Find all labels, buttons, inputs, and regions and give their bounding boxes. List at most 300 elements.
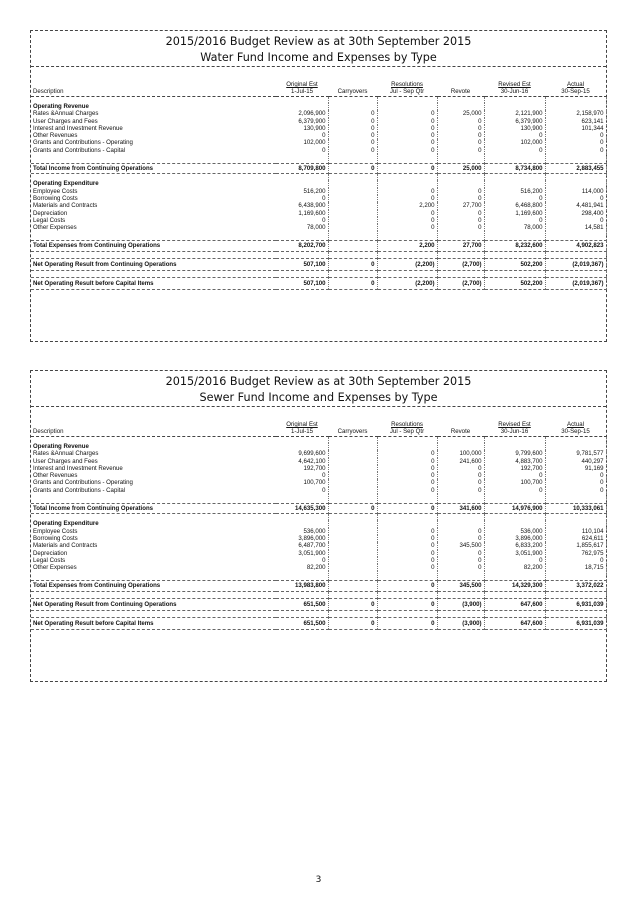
value-original: 651,500	[276, 618, 328, 630]
section-heading: Operating Revenue	[33, 443, 89, 450]
value-revote: 25,000	[437, 164, 484, 174]
value-revised: 0	[484, 132, 545, 139]
value-carry: 0	[328, 125, 377, 132]
value-carry: 0	[328, 598, 377, 610]
value-actual: 2,158,970	[545, 110, 606, 117]
value-carry: 0	[328, 164, 377, 174]
section-heading: Operating Revenue	[33, 103, 89, 110]
spacer-cell	[276, 443, 328, 450]
value-revised: 502,200	[484, 278, 545, 290]
value-carry	[328, 479, 377, 486]
sewer-table	[31, 407, 607, 630]
value-res: 0	[377, 217, 437, 224]
value-original: 0	[276, 557, 328, 564]
value-actual: 0	[545, 472, 606, 479]
header-actual-date: 30-Sep-15	[545, 88, 606, 97]
spacer-cell	[377, 611, 437, 618]
value-res: 0	[377, 210, 437, 217]
header-original: Original Est	[286, 421, 318, 428]
revenue-row	[31, 458, 606, 465]
value-original: 516,200	[276, 188, 328, 195]
header-actual: Actual	[567, 81, 584, 88]
value-original: 9,699,600	[276, 450, 328, 457]
section-heading: Operating Expenditure	[33, 180, 99, 188]
value-carry: 0	[328, 258, 377, 270]
value-carry	[328, 224, 377, 231]
header-resolutions: Resolutions	[391, 81, 423, 88]
value-revised: 130,900	[484, 125, 545, 132]
header-actual: Actual	[567, 421, 584, 428]
value-carry	[328, 564, 377, 571]
value-carry	[328, 550, 377, 557]
value-revised: 647,600	[484, 618, 545, 630]
value-actual: 4,902,823	[545, 241, 606, 251]
value-original: 13,983,800	[276, 581, 328, 591]
value-revote: 345,500	[437, 542, 484, 549]
spacer-cell	[276, 103, 328, 110]
value-actual: 91,169	[545, 465, 606, 472]
row-label: Legal Costs	[33, 556, 66, 564]
value-carry: 0	[328, 147, 377, 154]
value-carry	[328, 465, 377, 472]
spacer-cell	[276, 611, 328, 618]
value-actual: 0	[545, 147, 606, 154]
header-revised-date: 30-Jun-16	[484, 428, 545, 437]
spacer-cell	[377, 231, 437, 241]
total-expenses-row	[31, 241, 606, 251]
row-label: Interest and Investment Revenue	[33, 464, 123, 472]
value-original: 8,202,700	[276, 241, 328, 251]
value-carry: 0	[328, 278, 377, 290]
expense-row	[31, 217, 606, 224]
value-revote: 0	[437, 125, 484, 132]
spacer-cell	[276, 251, 328, 258]
water-fund-panel	[30, 30, 607, 342]
spacer-cell	[437, 154, 484, 164]
sewer-fund-panel	[30, 370, 607, 682]
spacer-cell	[437, 251, 484, 258]
value-res: 2,200	[377, 241, 437, 251]
value-original: 1,169,600	[276, 210, 328, 217]
spacer-cell	[31, 231, 276, 241]
row-label: Other Revenues	[33, 132, 78, 140]
value-revote: (3,900)	[437, 618, 484, 630]
value-original: 651,500	[276, 598, 328, 610]
spacer-cell	[437, 231, 484, 241]
value-revote: (2,700)	[437, 258, 484, 270]
spacer-cell	[276, 231, 328, 241]
net-continuing-row	[31, 598, 606, 610]
spacer-cell	[545, 271, 606, 278]
value-res: 0	[377, 110, 437, 117]
spacer-cell	[328, 251, 377, 258]
spacer-cell	[31, 494, 276, 504]
revenue-row	[31, 465, 606, 472]
expense-row	[31, 528, 606, 535]
spacer-cell	[377, 443, 437, 450]
value-original: 6,438,900	[276, 202, 328, 209]
value-carry	[328, 472, 377, 479]
value-original: 130,900	[276, 125, 328, 132]
total-income-row	[31, 164, 606, 174]
spacer-cell	[276, 591, 328, 598]
value-res: 0	[377, 450, 437, 457]
value-carry: 0	[328, 139, 377, 146]
value-revote: (3,900)	[437, 598, 484, 610]
value-revised: 102,000	[484, 139, 545, 146]
value-original: 536,000	[276, 528, 328, 535]
spacer-cell	[545, 520, 606, 527]
value-original: 4,642,100	[276, 458, 328, 465]
row-label: Net Operating Result before Capital Items	[31, 618, 276, 630]
value-res: 0	[377, 164, 437, 174]
spacer-cell	[437, 103, 484, 110]
value-actual: (2,019,367)	[545, 278, 606, 290]
total-expenses-row	[31, 581, 606, 591]
spacer-cell	[276, 520, 328, 527]
value-carry	[328, 195, 377, 202]
value-original: 78,000	[276, 224, 328, 231]
row-label: Borrowing Costs	[33, 534, 78, 542]
value-revised: 647,600	[484, 598, 545, 610]
value-revised: 3,896,000	[484, 535, 545, 542]
spacer-cell	[545, 591, 606, 598]
value-carry	[328, 217, 377, 224]
spacer-cell	[276, 154, 328, 164]
header-revised: Revised Est	[498, 421, 531, 428]
expense-heading	[31, 180, 606, 187]
value-res: (2,200)	[377, 258, 437, 270]
value-revised: 2,121,900	[484, 110, 545, 117]
value-carry	[328, 458, 377, 465]
value-res: 0	[377, 195, 437, 202]
header-carryovers: Carryovers	[328, 88, 377, 97]
value-original: 102,000	[276, 139, 328, 146]
value-revised: 82,200	[484, 564, 545, 571]
spacer-cell	[545, 231, 606, 241]
water-table	[31, 67, 607, 290]
row-label: Rates &Annual Charges	[33, 110, 99, 118]
row-label: Net Operating Result from Continuing Operations	[31, 598, 276, 610]
value-revised: 14,329,300	[484, 581, 545, 591]
value-original: 0	[276, 217, 328, 224]
value-original: 6,379,900	[276, 118, 328, 125]
value-revised: 4,883,700	[484, 458, 545, 465]
spacer-cell	[328, 611, 377, 618]
spacer-cell	[31, 611, 276, 618]
value-actual: 0	[545, 479, 606, 486]
value-revised: 0	[484, 217, 545, 224]
value-actual: 440,297	[545, 458, 606, 465]
value-revote: 0	[437, 487, 484, 494]
row-label: Other Revenues	[33, 472, 78, 480]
row-label: Interest and Investment Revenue	[33, 124, 123, 132]
spacer-cell	[276, 494, 328, 504]
spacer-cell	[484, 103, 545, 110]
value-res: 0	[377, 542, 437, 549]
value-res: 0	[377, 125, 437, 132]
spacer-cell	[437, 271, 484, 278]
spacer-cell	[484, 251, 545, 258]
header-original-date: 1-Jul-15	[276, 428, 328, 437]
value-res: 0	[377, 188, 437, 195]
value-carry	[328, 487, 377, 494]
value-original: 2,096,900	[276, 110, 328, 117]
header-description: Description	[31, 428, 276, 437]
value-actual: 1,855,617	[545, 542, 606, 549]
value-revised: 14,976,900	[484, 504, 545, 514]
revenue-row	[31, 118, 606, 125]
value-actual: 762,975	[545, 550, 606, 557]
revenue-row	[31, 479, 606, 486]
header-resolutions-period: Jul - Sep Qtr	[377, 428, 437, 437]
value-revised: 502,200	[484, 258, 545, 270]
value-revote: 0	[437, 210, 484, 217]
value-actual: 0	[545, 139, 606, 146]
value-revote: 0	[437, 465, 484, 472]
expense-row	[31, 550, 606, 557]
expense-row	[31, 557, 606, 564]
header-spacer	[31, 407, 276, 428]
spacer-cell	[484, 591, 545, 598]
spacer-cell	[484, 180, 545, 187]
spacer-cell	[437, 494, 484, 504]
header-spacer	[437, 67, 484, 88]
value-carry	[328, 241, 377, 251]
value-actual: 0	[545, 195, 606, 202]
revenue-heading	[31, 103, 606, 110]
value-original: 3,896,000	[276, 535, 328, 542]
spacer-cell	[377, 494, 437, 504]
spacer-cell	[377, 571, 437, 581]
value-original: 507,100	[276, 258, 328, 270]
value-original: 8,709,800	[276, 164, 328, 174]
value-revised: 100,700	[484, 479, 545, 486]
spacer-cell	[377, 271, 437, 278]
row-label: Total Expenses from Continuing Operations	[31, 581, 276, 591]
value-actual: 6,931,039	[545, 598, 606, 610]
value-original: 100,700	[276, 479, 328, 486]
spacer-cell	[31, 571, 276, 581]
value-revised: 0	[484, 557, 545, 564]
value-revote: 0	[437, 147, 484, 154]
value-actual: 9,781,577	[545, 450, 606, 457]
value-res: 0	[377, 479, 437, 486]
value-res: 0	[377, 557, 437, 564]
header-revote: Revote	[437, 88, 484, 97]
net-continuing-row	[31, 258, 606, 270]
spacer-cell	[31, 271, 276, 278]
expense-row	[31, 195, 606, 202]
value-revote: 0	[437, 217, 484, 224]
value-revised: 78,000	[484, 224, 545, 231]
spacer-cell	[437, 611, 484, 618]
header-carryovers: Carryovers	[328, 428, 377, 437]
value-revote: 0	[437, 528, 484, 535]
row-label: Total Expenses from Continuing Operations	[31, 241, 276, 251]
value-actual: 298,400	[545, 210, 606, 217]
value-res: 0	[377, 535, 437, 542]
header-revised-date: 30-Jun-16	[484, 88, 545, 97]
spacer-cell	[437, 591, 484, 598]
revenue-row	[31, 450, 606, 457]
spacer-cell	[545, 494, 606, 504]
value-revised: 1,169,600	[484, 210, 545, 217]
spacer-cell	[328, 231, 377, 241]
row-label: Total Income from Continuing Operations	[31, 504, 276, 514]
value-original: 0	[276, 195, 328, 202]
value-revote: 0	[437, 550, 484, 557]
header-revote: Revote	[437, 428, 484, 437]
value-res: 0	[377, 139, 437, 146]
value-original: 6,487,700	[276, 542, 328, 549]
header-resolutions: Resolutions	[391, 421, 423, 428]
spacer-cell	[276, 571, 328, 581]
value-revote: 0	[437, 188, 484, 195]
value-carry: 0	[328, 132, 377, 139]
spacer-cell	[545, 571, 606, 581]
value-actual: 4,481,941	[545, 202, 606, 209]
row-label: Grants and Contributions - Operating	[33, 479, 133, 487]
value-original: 192,700	[276, 465, 328, 472]
spacer-cell	[328, 591, 377, 598]
spacer-cell	[377, 103, 437, 110]
value-actual: 18,715	[545, 564, 606, 571]
spacer-cell	[328, 271, 377, 278]
value-revote: 241,600	[437, 458, 484, 465]
value-revised: 6,833,200	[484, 542, 545, 549]
header-description: Description	[31, 88, 276, 97]
spacer-cell	[545, 180, 606, 187]
value-revised: 9,799,600	[484, 450, 545, 457]
row-label: Grants and Contributions - Capital	[33, 146, 126, 154]
value-actual: 623,141	[545, 118, 606, 125]
header-revised: Revised Est	[498, 81, 531, 88]
value-revised: 3,051,900	[484, 550, 545, 557]
value-res: 0	[377, 528, 437, 535]
value-carry	[328, 535, 377, 542]
value-actual: 10,333,061	[545, 504, 606, 514]
value-revised: 6,379,900	[484, 118, 545, 125]
spacer-cell	[484, 271, 545, 278]
revenue-heading	[31, 443, 606, 450]
value-original: 0	[276, 472, 328, 479]
net-capital-row	[31, 278, 606, 290]
value-original: 82,200	[276, 564, 328, 571]
spacer-cell	[377, 154, 437, 164]
water-title	[31, 31, 606, 67]
spacer-cell	[276, 180, 328, 187]
value-revised: 8,232,600	[484, 241, 545, 251]
spacer-cell	[328, 103, 377, 110]
spacer-cell	[484, 443, 545, 450]
value-res: 0	[377, 132, 437, 139]
expense-row	[31, 188, 606, 195]
value-revote: 0	[437, 479, 484, 486]
value-carry	[328, 202, 377, 209]
section-heading: Operating Expenditure	[33, 520, 99, 528]
spacer-cell	[484, 231, 545, 241]
value-res: (2,200)	[377, 278, 437, 290]
spacer-cell	[484, 154, 545, 164]
spacer-cell	[377, 251, 437, 258]
value-res: 0	[377, 465, 437, 472]
sewer-title-line1: 2015/2016 Budget Review as at 30th September 2015	[165, 375, 472, 388]
value-revote: (2,700)	[437, 278, 484, 290]
value-carry	[328, 581, 377, 591]
value-carry	[328, 210, 377, 217]
spacer-cell	[545, 443, 606, 450]
expense-row	[31, 564, 606, 571]
value-revote: 0	[437, 224, 484, 231]
spacer-cell	[545, 611, 606, 618]
revenue-row	[31, 472, 606, 479]
row-label: Grants and Contributions - Capital	[33, 486, 126, 494]
spacer-cell	[545, 154, 606, 164]
row-label: User Charges and Fees	[33, 117, 98, 125]
value-carry: 0	[328, 504, 377, 514]
spacer-cell	[328, 571, 377, 581]
value-original: 0	[276, 147, 328, 154]
value-actual: 14,581	[545, 224, 606, 231]
expense-row	[31, 210, 606, 217]
spacer-cell	[31, 251, 276, 258]
value-revote: 27,700	[437, 202, 484, 209]
row-label: Depreciation	[33, 209, 68, 217]
value-res: 0	[377, 147, 437, 154]
value-res: 0	[377, 458, 437, 465]
value-revised: 516,200	[484, 188, 545, 195]
revenue-row	[31, 487, 606, 494]
water-title-line2: Water Fund Income and Expenses by Type	[200, 51, 437, 64]
value-carry	[328, 542, 377, 549]
value-res: 0	[377, 598, 437, 610]
value-res: 0	[377, 487, 437, 494]
row-label: Employee Costs	[33, 187, 78, 195]
value-carry: 0	[328, 110, 377, 117]
spacer-cell	[484, 520, 545, 527]
row-label: User Charges and Fees	[33, 457, 98, 465]
spacer-cell	[377, 520, 437, 527]
spacer-cell	[437, 180, 484, 187]
header-resolutions-period: Jul - Sep Qtr	[377, 88, 437, 97]
value-revote: 27,700	[437, 241, 484, 251]
value-revised: 8,734,800	[484, 164, 545, 174]
expense-row	[31, 542, 606, 549]
sewer-title-line2: Sewer Fund Income and Expenses by Type	[199, 391, 438, 404]
value-actual: 0	[545, 132, 606, 139]
value-actual: 6,931,039	[545, 618, 606, 630]
spacer-cell	[276, 271, 328, 278]
spacer-cell	[484, 571, 545, 581]
row-label: Materials and Contracts	[33, 202, 98, 210]
value-revote: 0	[437, 472, 484, 479]
spacer-cell	[328, 154, 377, 164]
row-label: Rates &Annual Charges	[33, 450, 99, 458]
row-label: Borrowing Costs	[33, 194, 78, 202]
value-revised: 0	[484, 147, 545, 154]
spacer-cell	[328, 443, 377, 450]
value-actual: (2,019,367)	[545, 258, 606, 270]
spacer-cell	[484, 494, 545, 504]
row-label: Total Income from Continuing Operations	[31, 164, 276, 174]
row-label: Legal Costs	[33, 216, 66, 224]
value-revote: 0	[437, 139, 484, 146]
page-number: 3	[315, 875, 322, 885]
revenue-row	[31, 125, 606, 132]
spacer-cell	[377, 591, 437, 598]
value-carry: 0	[328, 118, 377, 125]
